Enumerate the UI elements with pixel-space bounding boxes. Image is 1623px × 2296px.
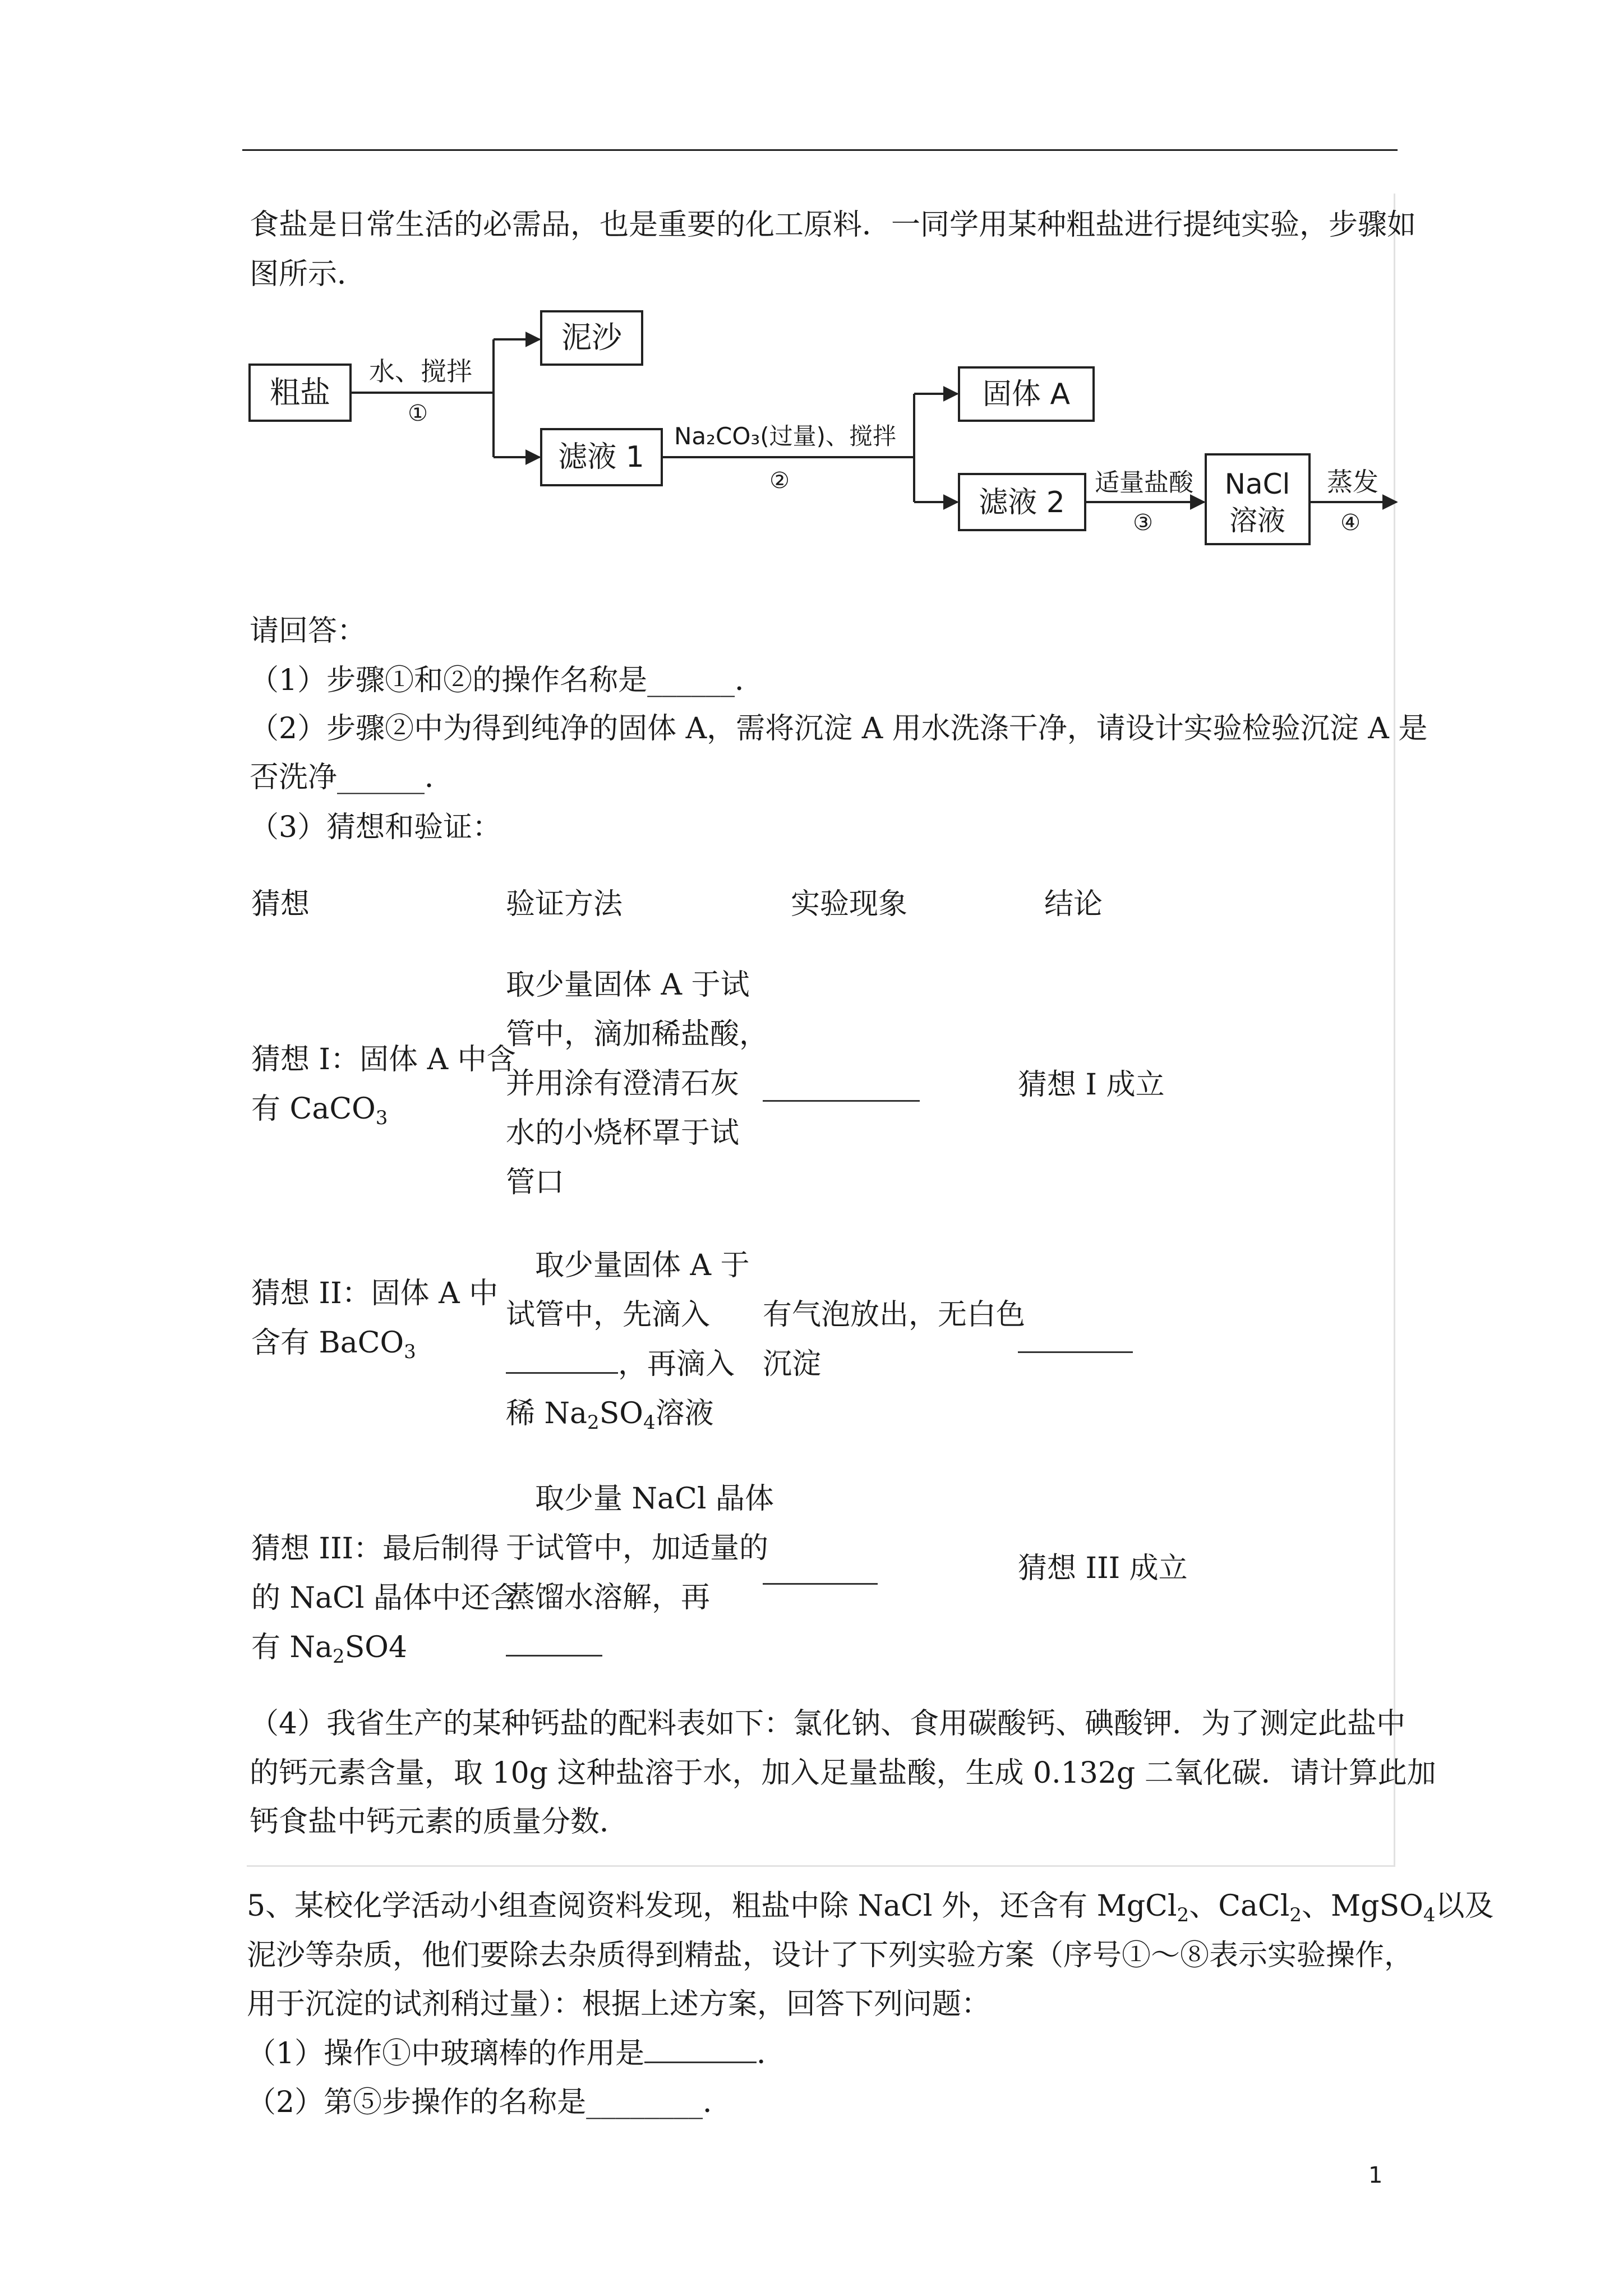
row3-method-line-3: 蒸馏水溶解，再 [506,1581,711,1614]
row1-guess-subscript: 3 [375,1107,388,1129]
solid-a-label: 固体 A [982,378,1071,411]
question-5-sub-2 [247,2078,732,2127]
row3-method [506,1474,774,1672]
question-1-blank: ______ [647,664,735,697]
q5-line1-part-a: 5、某校化学活动小组查阅资料发现，粗盐中除 NaCl 外，还含有 MgCl [247,1889,1177,1923]
question-4-line-3: 钙食盐中钙元素的质量分数． [250,1805,629,1839]
row2-guess-line-2 [251,1318,498,1368]
row2-guess-formula: 含有 BaCO [251,1326,404,1360]
crude-salt-label: 粗盐 [270,375,330,410]
q5-line1-sub-3: 4 [1423,1904,1436,1926]
row3-method-line-4 [506,1622,774,1672]
question-4-line-1: （4）我省生产的某种钙盐的配料表如下：氯化钠、食用碳酸钙、碘酸钾．为了测定此盐中 [250,1707,1406,1741]
filtrate1-label: 滤液 1 [558,440,644,474]
q5-line1-part-c: 、MgSO [1302,1889,1423,1923]
q5-sub2-end: ． [703,2086,732,2119]
q5-line1-sub-1: 2 [1177,1904,1189,1926]
row3-method-blank [506,1622,602,1657]
q5-sub1-end: ． [757,2037,786,2070]
step4-number: ④ [1340,510,1361,536]
question-2-line-2 [250,753,454,802]
step3-label: 适量盐酸 [1095,468,1193,497]
page-number: 1 [1368,2162,1383,2188]
step1-label: 水、搅拌 [369,356,472,386]
row1-guess-formula: 有 CaCO [251,1092,376,1126]
q5-line1-part-b: 、CaCl [1189,1889,1290,1923]
question-1-text: （1）步骤①和②的操作名称是 [250,664,648,697]
question-4-line-2: 的钙元素含量，取 10g 这种盐溶于水，加入足量盐酸，生成 0.132g 二氧化碳．请计算此加 [250,1756,1436,1790]
row2-method-formula-a: 稀 Na [506,1397,588,1430]
q5-line1-part-d: 以及 [1435,1889,1494,1923]
table-header-conclusion: 结论 [1044,887,1103,921]
answer-prompt: 请回答： [250,614,367,648]
step1-number: ① [408,401,428,426]
mud-label: 泥沙 [561,320,622,355]
row2-method-line-3-text: ，再滴入 [618,1347,735,1381]
table-header-method: 验证方法 [506,887,623,921]
row2-method [506,1241,750,1438]
q5-sub1-blank [644,2029,757,2063]
row1-method-line-2: 管中，滴加稀盐酸， [506,1018,769,1051]
row1-phenomenon-blank [763,1100,920,1102]
row2-phenomenon-line-1: 有气泡放出，无白色 [763,1298,1026,1332]
purification-flow-diagram [247,303,1402,561]
nacl-label-line1: NaCl [1224,468,1290,500]
row3-guess-line-2: 的 NaCl 晶体中还含 [251,1581,519,1615]
row2-conclusion-blank [1018,1351,1133,1353]
question-3: （3）猜想和验证： [250,811,502,844]
row3-guess-line-1: 猜想 III：最后制得 [251,1532,500,1566]
step3-number: ③ [1133,510,1153,536]
question-5-line-2: 泥沙等杂质，他们要除去杂质得到精盐，设计了下列实验方案（序号①～⑧表示实验操作， [247,1939,1414,1972]
q5-line1-sub-2: 2 [1289,1904,1302,1926]
row3-guess-sub: 2 [333,1645,345,1668]
q5-sub1-text: （1）操作①中玻璃棒的作用是 [247,2037,645,2070]
row3-method-line-1: 取少量 NaCl 晶体 [535,1482,774,1516]
row2-method-line-3 [506,1340,750,1389]
step2-label: Na₂CO₃(过量)、搅拌 [674,422,896,450]
row2-method-line-4 [506,1389,750,1438]
row3-guess-formula-b: SO4 [344,1631,408,1664]
table-header-phenomenon: 实验现象 [791,887,908,921]
question-2-text: 否洗净 [250,761,338,794]
intro-line-1: 食盐是日常生活的必需品，也是重要的化工原料．一同学用某种粗盐进行提纯实验，步骤如 [250,208,1417,242]
intro-line-2: 图所示． [250,257,367,291]
question-2-end: ． [425,761,454,794]
question-2-blank: ______ [337,761,425,794]
row1-method [506,960,768,1207]
row1-method-line-5: 管口 [506,1166,565,1199]
row2-guess-line-1: 猜想 II：固体 A 中 [251,1277,499,1310]
row1-guess-line-2 [251,1084,516,1134]
row3-guess [251,1524,519,1672]
step4-label: 蒸发 [1327,467,1378,497]
row2-method-formula-b: SO [599,1397,643,1430]
row2-method-line-1: 取少量固体 A 于 [535,1249,750,1282]
row1-conclusion: 猜想 I 成立 [1018,1068,1165,1102]
row1-method-line-1: 取少量固体 A 于试 [506,968,750,1002]
row1-guess-line-1: 猜想 I：固体 A 中含 [251,1043,516,1076]
question-1 [250,656,764,705]
row2-phenomenon-line-2: 沉淀 [763,1347,822,1381]
header-rule [242,149,1398,151]
row3-guess-formula-a: 有 Na [251,1631,333,1664]
question-1-end: ． [735,664,764,697]
row2-method-formula-c: 溶液 [655,1397,714,1430]
table-header-guess: 猜想 [251,887,310,921]
row3-method-line-2: 于试管中，加适量的 [506,1531,769,1565]
row2-guess [251,1269,498,1368]
question-5-sub-1 [247,2029,786,2078]
row1-guess [251,1035,516,1134]
row2-phenomenon [763,1290,1025,1389]
step2-number: ② [769,468,790,494]
row2-method-blank [506,1340,618,1374]
row1-method-line-4: 水的小烧杯罩于试 [506,1116,740,1150]
q5-sub2-text: （2）第⑤步操作的名称是 [247,2086,587,2119]
nacl-label-line2: 溶液 [1229,504,1285,537]
row2-method-line-2: 试管中，先滴入 [506,1298,711,1332]
filtrate2-label: 滤液 2 [979,486,1065,519]
q5-sub2-blank: ________ [586,2086,703,2119]
row1-method-line-3: 并用涂有澄清石灰 [506,1067,740,1101]
row3-conclusion: 猜想 III 成立 [1018,1552,1188,1585]
question-5-line-1 [247,1882,1494,1930]
row2-method-sub-2: 4 [643,1411,656,1434]
question-2-line-1: （2）步骤②中为得到纯净的固体 A，需将沉淀 A 用水洗涤干净，请设计实验检验沉淀 A 是 [250,712,1428,746]
row2-guess-subscript: 3 [404,1341,416,1363]
row2-method-sub-1: 2 [587,1411,600,1434]
row3-guess-line-3 [251,1623,519,1672]
question-5-line-3: 用于沉淀的试剂稍过量）：根据上述方案，回答下列问题： [247,1987,991,2021]
row3-phenomenon-blank [763,1583,878,1585]
